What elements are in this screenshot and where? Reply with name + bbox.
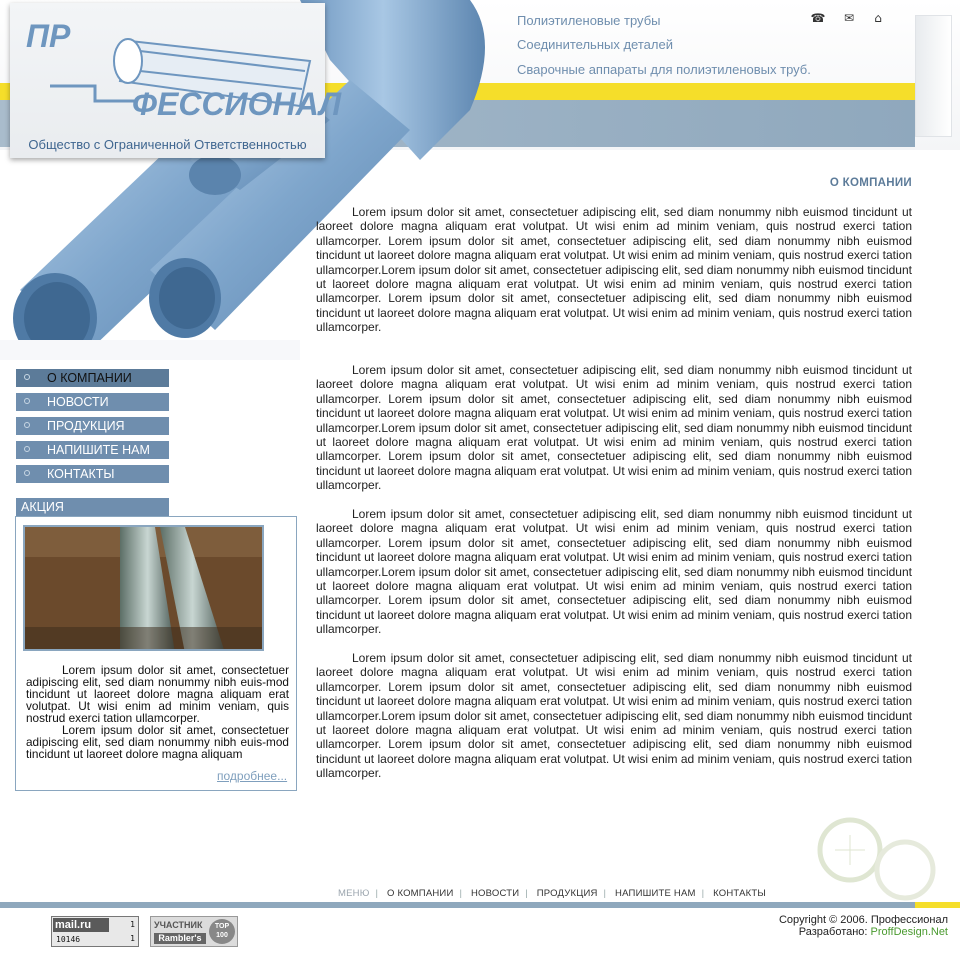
sidebar-item-news[interactable] xyxy=(16,393,169,411)
sidebar-item-label: НАПИШИТЕ НАМ xyxy=(47,443,150,457)
promo-title: АКЦИЯ xyxy=(16,498,169,516)
sidebar-item-about[interactable] xyxy=(16,369,169,387)
sidebar-item-label: НОВОСТИ xyxy=(47,395,109,409)
counter-total: 10146 xyxy=(56,935,81,944)
promo-more-link[interactable]: подробнее... xyxy=(217,769,288,783)
promo-text-1: Lorem ipsum dolor sit amet, consectetuer adipiscing elit, sed diam nonummy nibh euis-mod tincidunt ut laoreet dolore magna aliquam erat volutpat. Ut wisi enim ad minim veniam, quis nostrud exerci tation ullamcorper. xyxy=(26,663,289,725)
footer-nav: МЕНЮ | О КОМПАНИИ | НОВОСТИ | ПРОДУКЦИЯ | НАПИШИТЕ НАМ | КОНТАКТЫ xyxy=(338,888,766,899)
content-paragraph: Lorem ipsum dolor sit amet, consectetuer adipiscing elit, sed diam nonummy nibh euismod tincidunt ut laoreet dolore magna aliquam erat volutpat. Ut wisi enim ad minim veniam, quis nostrud exerci tation ullamcorper. Lorem ipsum dolor sit amet, consectetuer adipiscing elit, sed diam nonummy nibh euismod tincidunt ut laoreet dolore magna aliquam erat volutpat. Ut wisi enim ad minim veniam, quis nostrud exerci tation ullamcorper.Lorem ipsum dolor sit amet, consectetuer adipiscing elit, sed diam nonummy nibh euismod tincidunt ut laoreet dolore magna aliquam erat volutpat. Ut wisi enim ad minim veniam, quis nostrud exerci tation ullamcorper. Lorem ipsum dolor sit amet, consectetuer adipiscing elit, sed diam nonummy nibh euismod tincidunt ut laoreet dolore magna aliquam erat volutpat. Ut wisi enim ad minim veniam, quis nostrud exerci tation ullamcorper. xyxy=(316,651,912,781)
mail-icon[interactable]: ✉ xyxy=(843,11,855,25)
footer-yellow-line xyxy=(915,902,960,908)
mailru-logo: mail.ru xyxy=(53,918,109,932)
header-link-fittings[interactable]: Соединительных деталей xyxy=(517,37,673,52)
logo-text-fessional: ФЕССИОНАЛ xyxy=(132,86,342,122)
content-paragraph: Lorem ipsum dolor sit amet, consectetuer adipiscing elit, sed diam nonummy nibh euismod tincidunt ut laoreet dolore magna aliquam erat volutpat. Ut wisi enim ad minim veniam, quis nostrud exerci tation ullamcorper. Lorem ipsum dolor sit amet, consectetuer adipiscing elit, sed diam nonummy nibh euismod tincidunt ut laoreet dolore magna aliquam erat volutpat. Ut wisi enim ad minim veniam, quis nostrud exerci tation ullamcorper.Lorem ipsum dolor sit amet, consectetuer adipiscing elit, sed diam nonummy nibh euismod tincidunt ut laoreet dolore magna aliquam erat volutpat. Ut wisi enim ad minim veniam, quis nostrud exerci tation ullamcorper. Lorem ipsum dolor sit amet, consectetuer adipiscing elit, sed diam nonummy nibh euismod tincidunt ut laoreet dolore magna aliquam erat volutpat. Ut wisi enim ad minim veniam, quis nostrud exerci tation ullamcorper. xyxy=(316,205,912,335)
sidebar-item-label: О КОМПАНИИ xyxy=(47,371,132,385)
header-right-shade xyxy=(915,15,952,137)
promo-photo[interactable] xyxy=(23,525,264,651)
bullet-icon xyxy=(24,374,30,380)
logo-subtitle: Общество с Ограниченной Ответственностью xyxy=(28,137,307,152)
footer-link-about[interactable]: О КОМПАНИИ xyxy=(387,888,454,899)
phone-icon[interactable]: ☎ xyxy=(810,11,826,25)
copyright-text: Copyright © 2006. Профессионал xyxy=(778,914,948,926)
bullet-icon xyxy=(24,398,30,404)
top100-badge: TOP 100 xyxy=(209,919,235,944)
rambler-label-1: УЧАСТНИК xyxy=(154,920,203,930)
counter-today-2: 1 xyxy=(130,934,135,943)
pipes-in-trench-image xyxy=(25,527,264,651)
bullet-icon xyxy=(24,446,30,452)
home-icon[interactable]: ⌂ xyxy=(874,11,882,25)
rambler-label-2: Rambler's xyxy=(154,933,206,944)
logo-card[interactable] xyxy=(10,3,342,158)
content-paragraph: Lorem ipsum dolor sit amet, consectetuer adipiscing elit, sed diam nonummy nibh euismod tincidunt ut laoreet dolore magna aliquam erat volutpat. Ut wisi enim ad minim veniam, quis nostrud exerci tation ullamcorper. Lorem ipsum dolor sit amet, consectetuer adipiscing elit, sed diam nonummy nibh euismod tincidunt ut laoreet dolore magna aliquam erat volutpat. Ut wisi enim ad minim veniam, quis nostrud exerci tation ullamcorper.Lorem ipsum dolor sit amet, consectetuer adipiscing elit, sed diam nonummy nibh euismod tincidunt ut laoreet dolore magna aliquam erat volutpat. Ut wisi enim ad minim veniam, quis nostrud exerci tation ullamcorper. Lorem ipsum dolor sit amet, consectetuer adipiscing elit, sed diam nonummy nibh euismod tincidunt ut laoreet dolore magna aliquam erat volutpat. Ut wisi enim ad minim veniam, quis nostrud exerci tation ullamcorper. xyxy=(316,507,912,637)
bullet-icon xyxy=(24,422,30,428)
footer-blue-line xyxy=(0,902,915,908)
sidebar-item-label: КОНТАКТЫ xyxy=(47,467,115,481)
bullet-icon xyxy=(24,470,30,476)
sidebar-item-write-us[interactable] xyxy=(16,441,169,459)
rambler-top100-counter[interactable] xyxy=(150,916,238,947)
content-paragraph: Lorem ipsum dolor sit amet, consectetuer adipiscing elit, sed diam nonummy nibh euismod tincidunt ut laoreet dolore magna aliquam erat volutpat. Ut wisi enim ad minim veniam, quis nostrud exerci tation ullamcorper. Lorem ipsum dolor sit amet, consectetuer adipiscing elit, sed diam nonummy nibh euismod tincidunt ut laoreet dolore magna aliquam erat volutpat. Ut wisi enim ad minim veniam, quis nostrud exerci tation ullamcorper.Lorem ipsum dolor sit amet, consectetuer adipiscing elit, sed diam nonummy nibh euismod tincidunt ut laoreet dolore magna aliquam erat volutpat. Ut wisi enim ad minim veniam, quis nostrud exerci tation ullamcorper. Lorem ipsum dolor sit amet, consectetuer adipiscing elit, sed diam nonummy nibh euismod tincidunt ut laoreet dolore magna aliquam erat volutpat. Ut wisi enim ad minim veniam, quis nostrud exerci tation ullamcorper. xyxy=(316,363,912,493)
page-title: О КОМПАНИИ xyxy=(829,177,912,189)
sidebar-item-contacts[interactable] xyxy=(16,465,169,483)
developer-link[interactable]: ProffDesign.Net xyxy=(870,926,948,938)
decorative-rings xyxy=(815,815,945,905)
sidebar-item-products[interactable] xyxy=(16,417,169,435)
developer-label: Разработано: xyxy=(798,926,868,938)
logo-text-pr: ПР xyxy=(26,18,71,54)
sidebar-item-label: ПРОДУКЦИЯ xyxy=(47,419,125,433)
mailru-counter[interactable] xyxy=(51,916,139,947)
copyright xyxy=(700,914,948,938)
header-link-welding[interactable]: Сварочные аппараты для полиэтиленовых труб. xyxy=(517,62,811,77)
footer-menu-label: МЕНЮ xyxy=(338,888,370,899)
counter-today-1: 1 xyxy=(130,920,135,929)
promo-text-2: Lorem ipsum dolor sit amet, consectetuer adipiscing elit, sed diam nonummy nibh euis-mod tincidunt ut laoreet dolore magna aliquam xyxy=(26,723,289,761)
footer-link-products[interactable]: ПРОДУКЦИЯ xyxy=(536,888,598,899)
footer-link-write-us[interactable]: НАПИШИТЕ НАМ xyxy=(615,888,696,899)
header-link-pe-pipes[interactable]: Полиэтиленовые трубы xyxy=(517,13,661,28)
footer-link-news[interactable]: НОВОСТИ xyxy=(471,888,520,899)
footer-link-contacts[interactable]: КОНТАКТЫ xyxy=(713,888,766,899)
